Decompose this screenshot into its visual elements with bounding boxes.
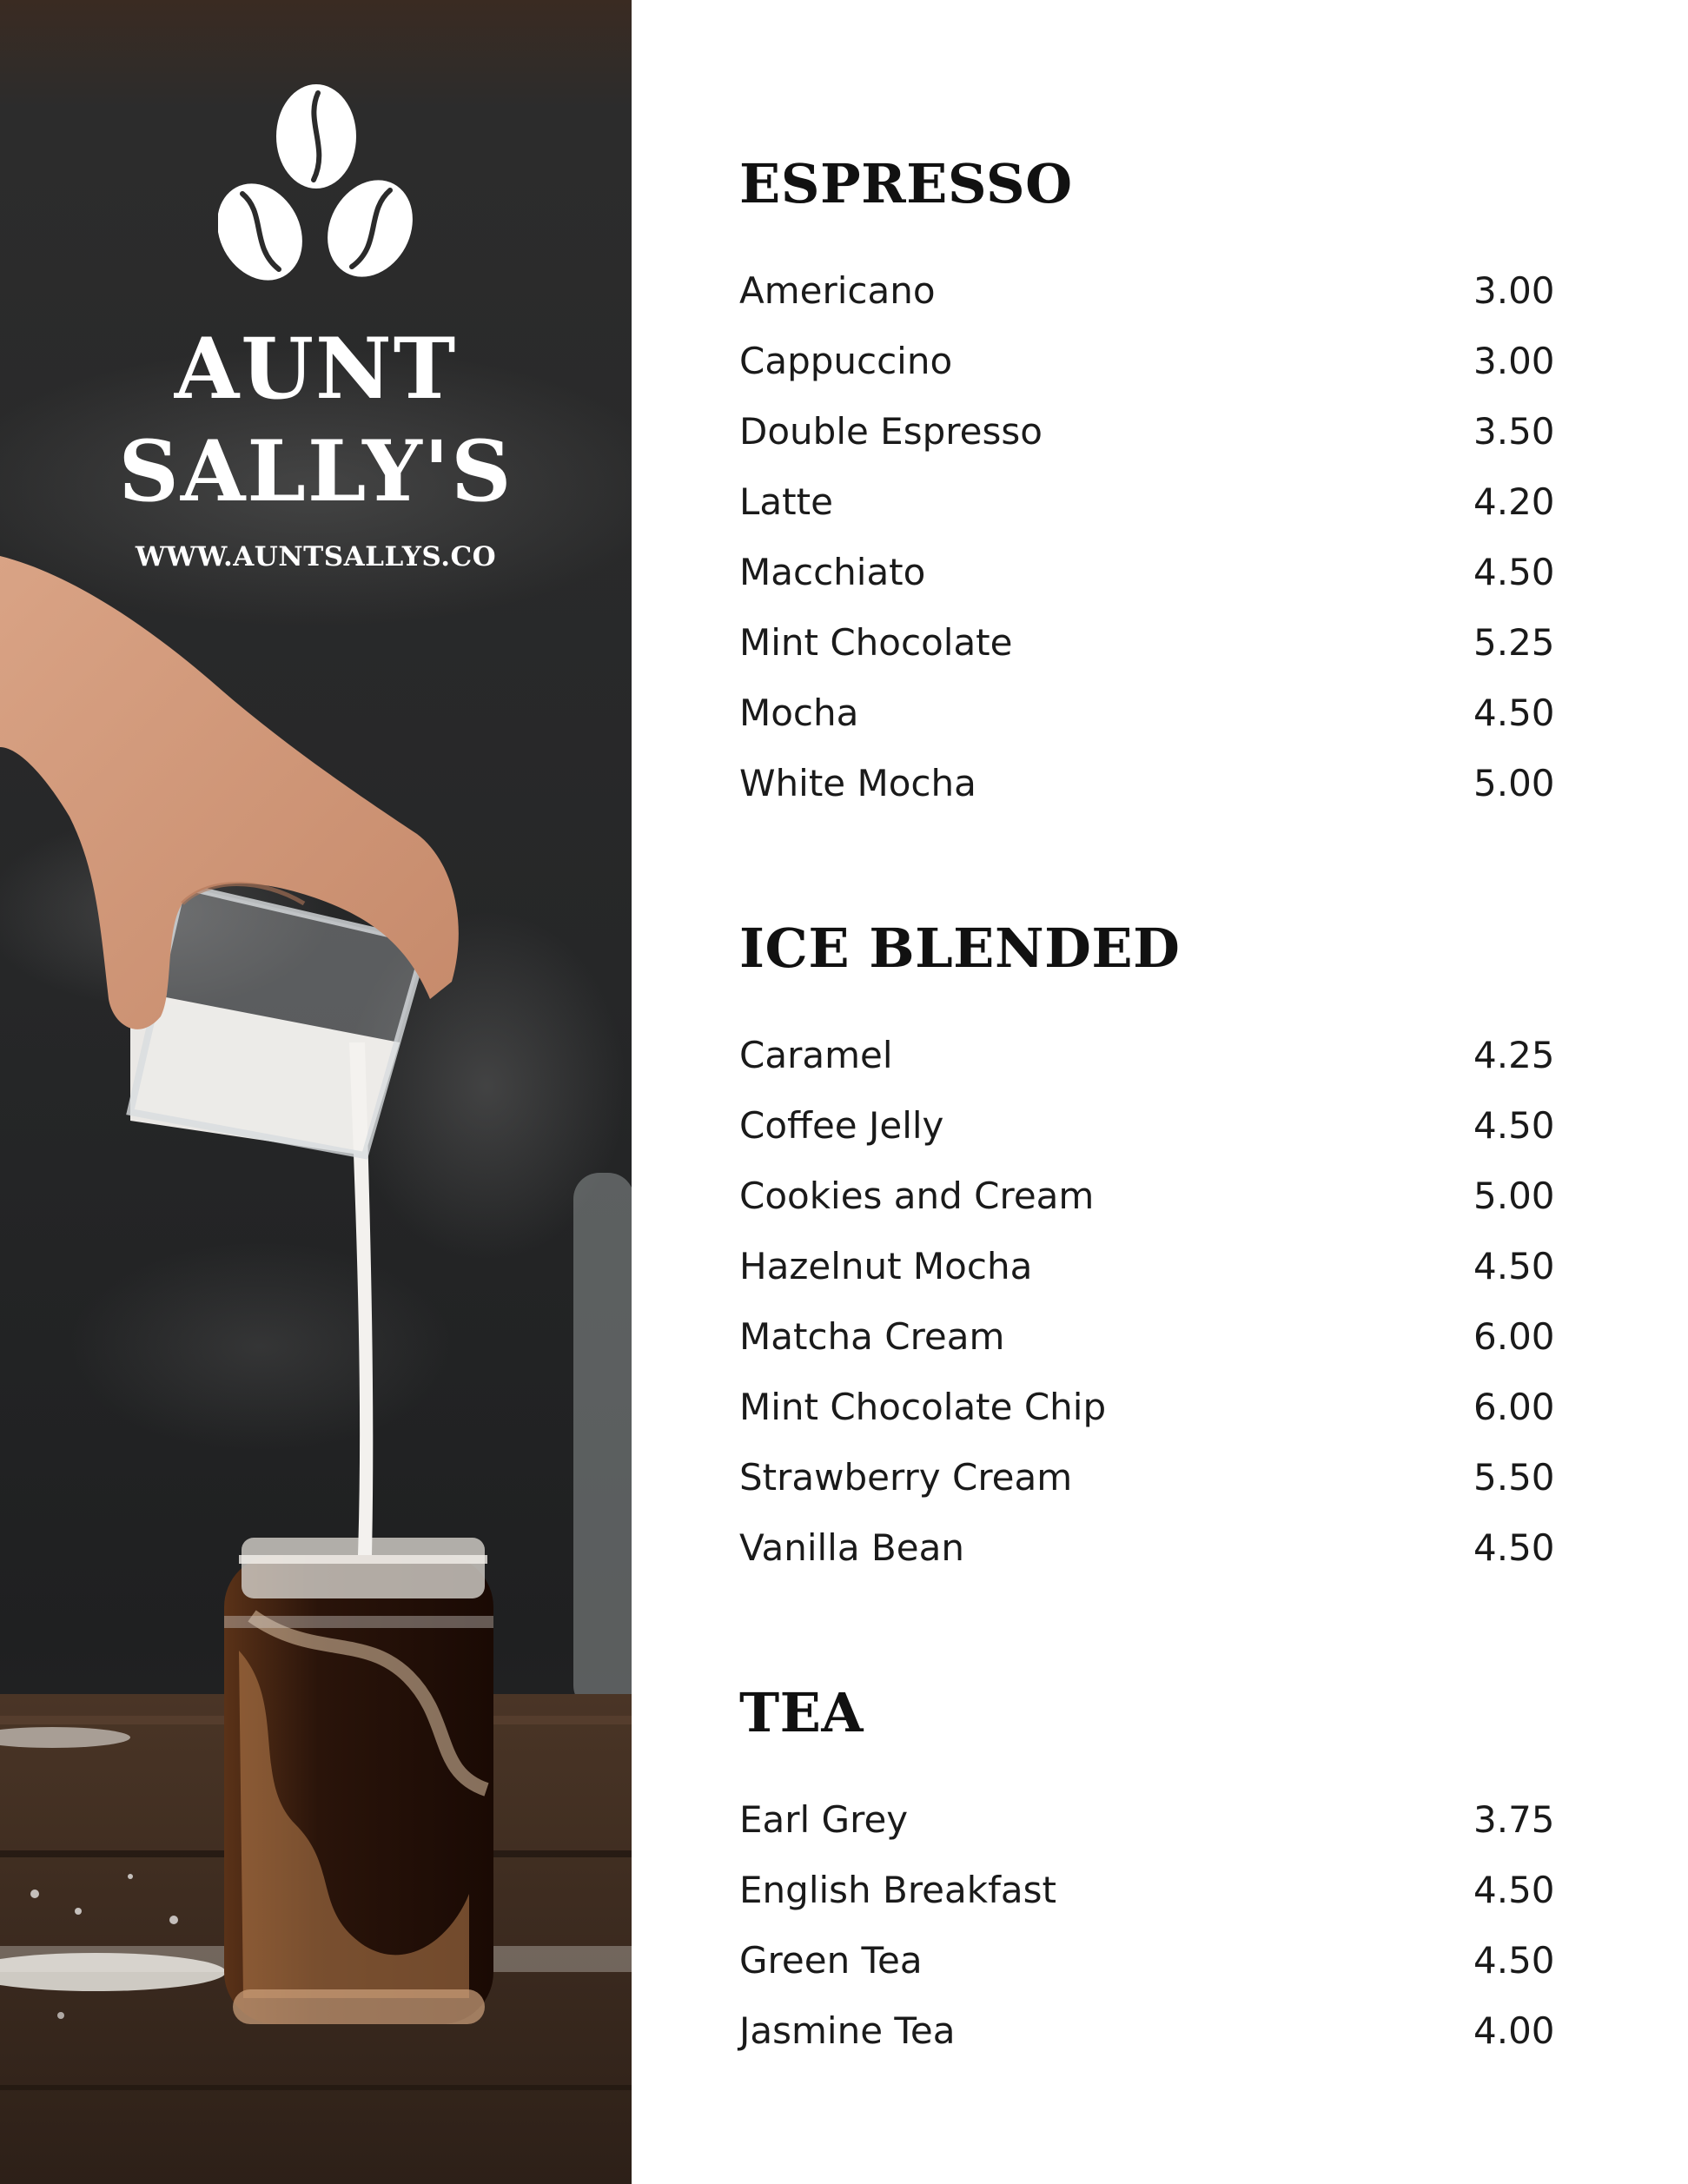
item-price: 4.50 [1473, 1526, 1555, 1569]
item-name: Macchiato [739, 551, 926, 593]
menu-item [739, 619, 1556, 689]
section-title: TEA [739, 1681, 864, 1744]
item-name: Mint Chocolate Chip [739, 1386, 1107, 1428]
menu-item [739, 337, 1556, 407]
menu-item [739, 267, 1556, 337]
coffee-beans-icon [218, 83, 414, 287]
item-price: 4.50 [1473, 1104, 1555, 1147]
item-price: 6.00 [1473, 1315, 1555, 1358]
item-name: Earl Grey [739, 1798, 909, 1841]
section-title: ESPRESSO [739, 152, 1073, 215]
brand-name-line2: SALLY'S [118, 422, 513, 520]
section-ice-blended [739, 914, 1556, 1592]
menu-item [739, 1242, 1556, 1313]
section-tea [739, 1678, 1556, 2095]
menu-item [739, 759, 1556, 830]
menu-item [739, 478, 1556, 548]
item-name: Mint Chocolate [739, 621, 1013, 664]
item-price: 5.00 [1473, 762, 1555, 804]
menu-item [739, 689, 1556, 759]
menu-item [739, 1453, 1556, 1524]
menu-item [739, 1102, 1556, 1172]
item-price: 5.00 [1473, 1175, 1555, 1217]
menu-item [739, 407, 1556, 478]
item-name: Americano [739, 269, 936, 312]
menu-item [739, 1383, 1556, 1453]
item-price: 5.25 [1473, 621, 1555, 664]
item-name: Coffee Jelly [739, 1104, 944, 1147]
section-title: ICE BLENDED [739, 917, 1181, 980]
menu-item [739, 1796, 1556, 1866]
item-price: 3.00 [1473, 340, 1555, 382]
item-name: Jasmine Tea [739, 2009, 956, 2052]
item-name: Cappuccino [739, 340, 953, 382]
item-name: White Mocha [739, 762, 976, 804]
item-price: 4.50 [1473, 692, 1555, 734]
item-price: 4.50 [1473, 1869, 1555, 1911]
item-name: Hazelnut Mocha [739, 1245, 1033, 1287]
item-price: 6.00 [1473, 1386, 1555, 1428]
item-name: Cookies and Cream [739, 1175, 1095, 1217]
item-list [739, 267, 1556, 830]
menu-item [739, 1031, 1556, 1102]
section-espresso [739, 149, 1556, 827]
item-price: 3.50 [1473, 410, 1555, 453]
item-price: 5.50 [1473, 1456, 1555, 1499]
item-price: 4.50 [1473, 1939, 1555, 1982]
item-name: Caramel [739, 1034, 893, 1076]
menu-list [739, 0, 1608, 2184]
menu-item [739, 1172, 1556, 1242]
item-list [739, 1796, 1556, 2077]
menu-item [739, 548, 1556, 619]
item-price: 4.20 [1473, 480, 1555, 523]
menu-item [739, 1936, 1556, 2007]
menu-item [739, 2007, 1556, 2077]
hero-photo [0, 0, 632, 2184]
item-list [739, 1031, 1556, 1594]
item-name: Vanilla Bean [739, 1526, 964, 1569]
item-price: 4.50 [1473, 551, 1555, 593]
brand-website[interactable]: WWW.AUNTSALLYS.CO [135, 541, 497, 572]
item-name: Mocha [739, 692, 859, 734]
item-name: English Breakfast [739, 1869, 1056, 1911]
menu-item [739, 1313, 1556, 1383]
menu-item [739, 1524, 1556, 1594]
item-price: 4.00 [1473, 2009, 1555, 2052]
item-price: 3.00 [1473, 269, 1555, 312]
item-price: 3.75 [1473, 1798, 1555, 1841]
brand-name-line1: AUNT [174, 320, 458, 418]
item-name: Green Tea [739, 1939, 923, 1982]
item-name: Double Espresso [739, 410, 1043, 453]
item-name: Matcha Cream [739, 1315, 1005, 1358]
item-price: 4.25 [1473, 1034, 1555, 1076]
item-name: Latte [739, 480, 833, 523]
menu-item [739, 1866, 1556, 1936]
item-name: Strawberry Cream [739, 1456, 1073, 1499]
item-price: 4.50 [1473, 1245, 1555, 1287]
